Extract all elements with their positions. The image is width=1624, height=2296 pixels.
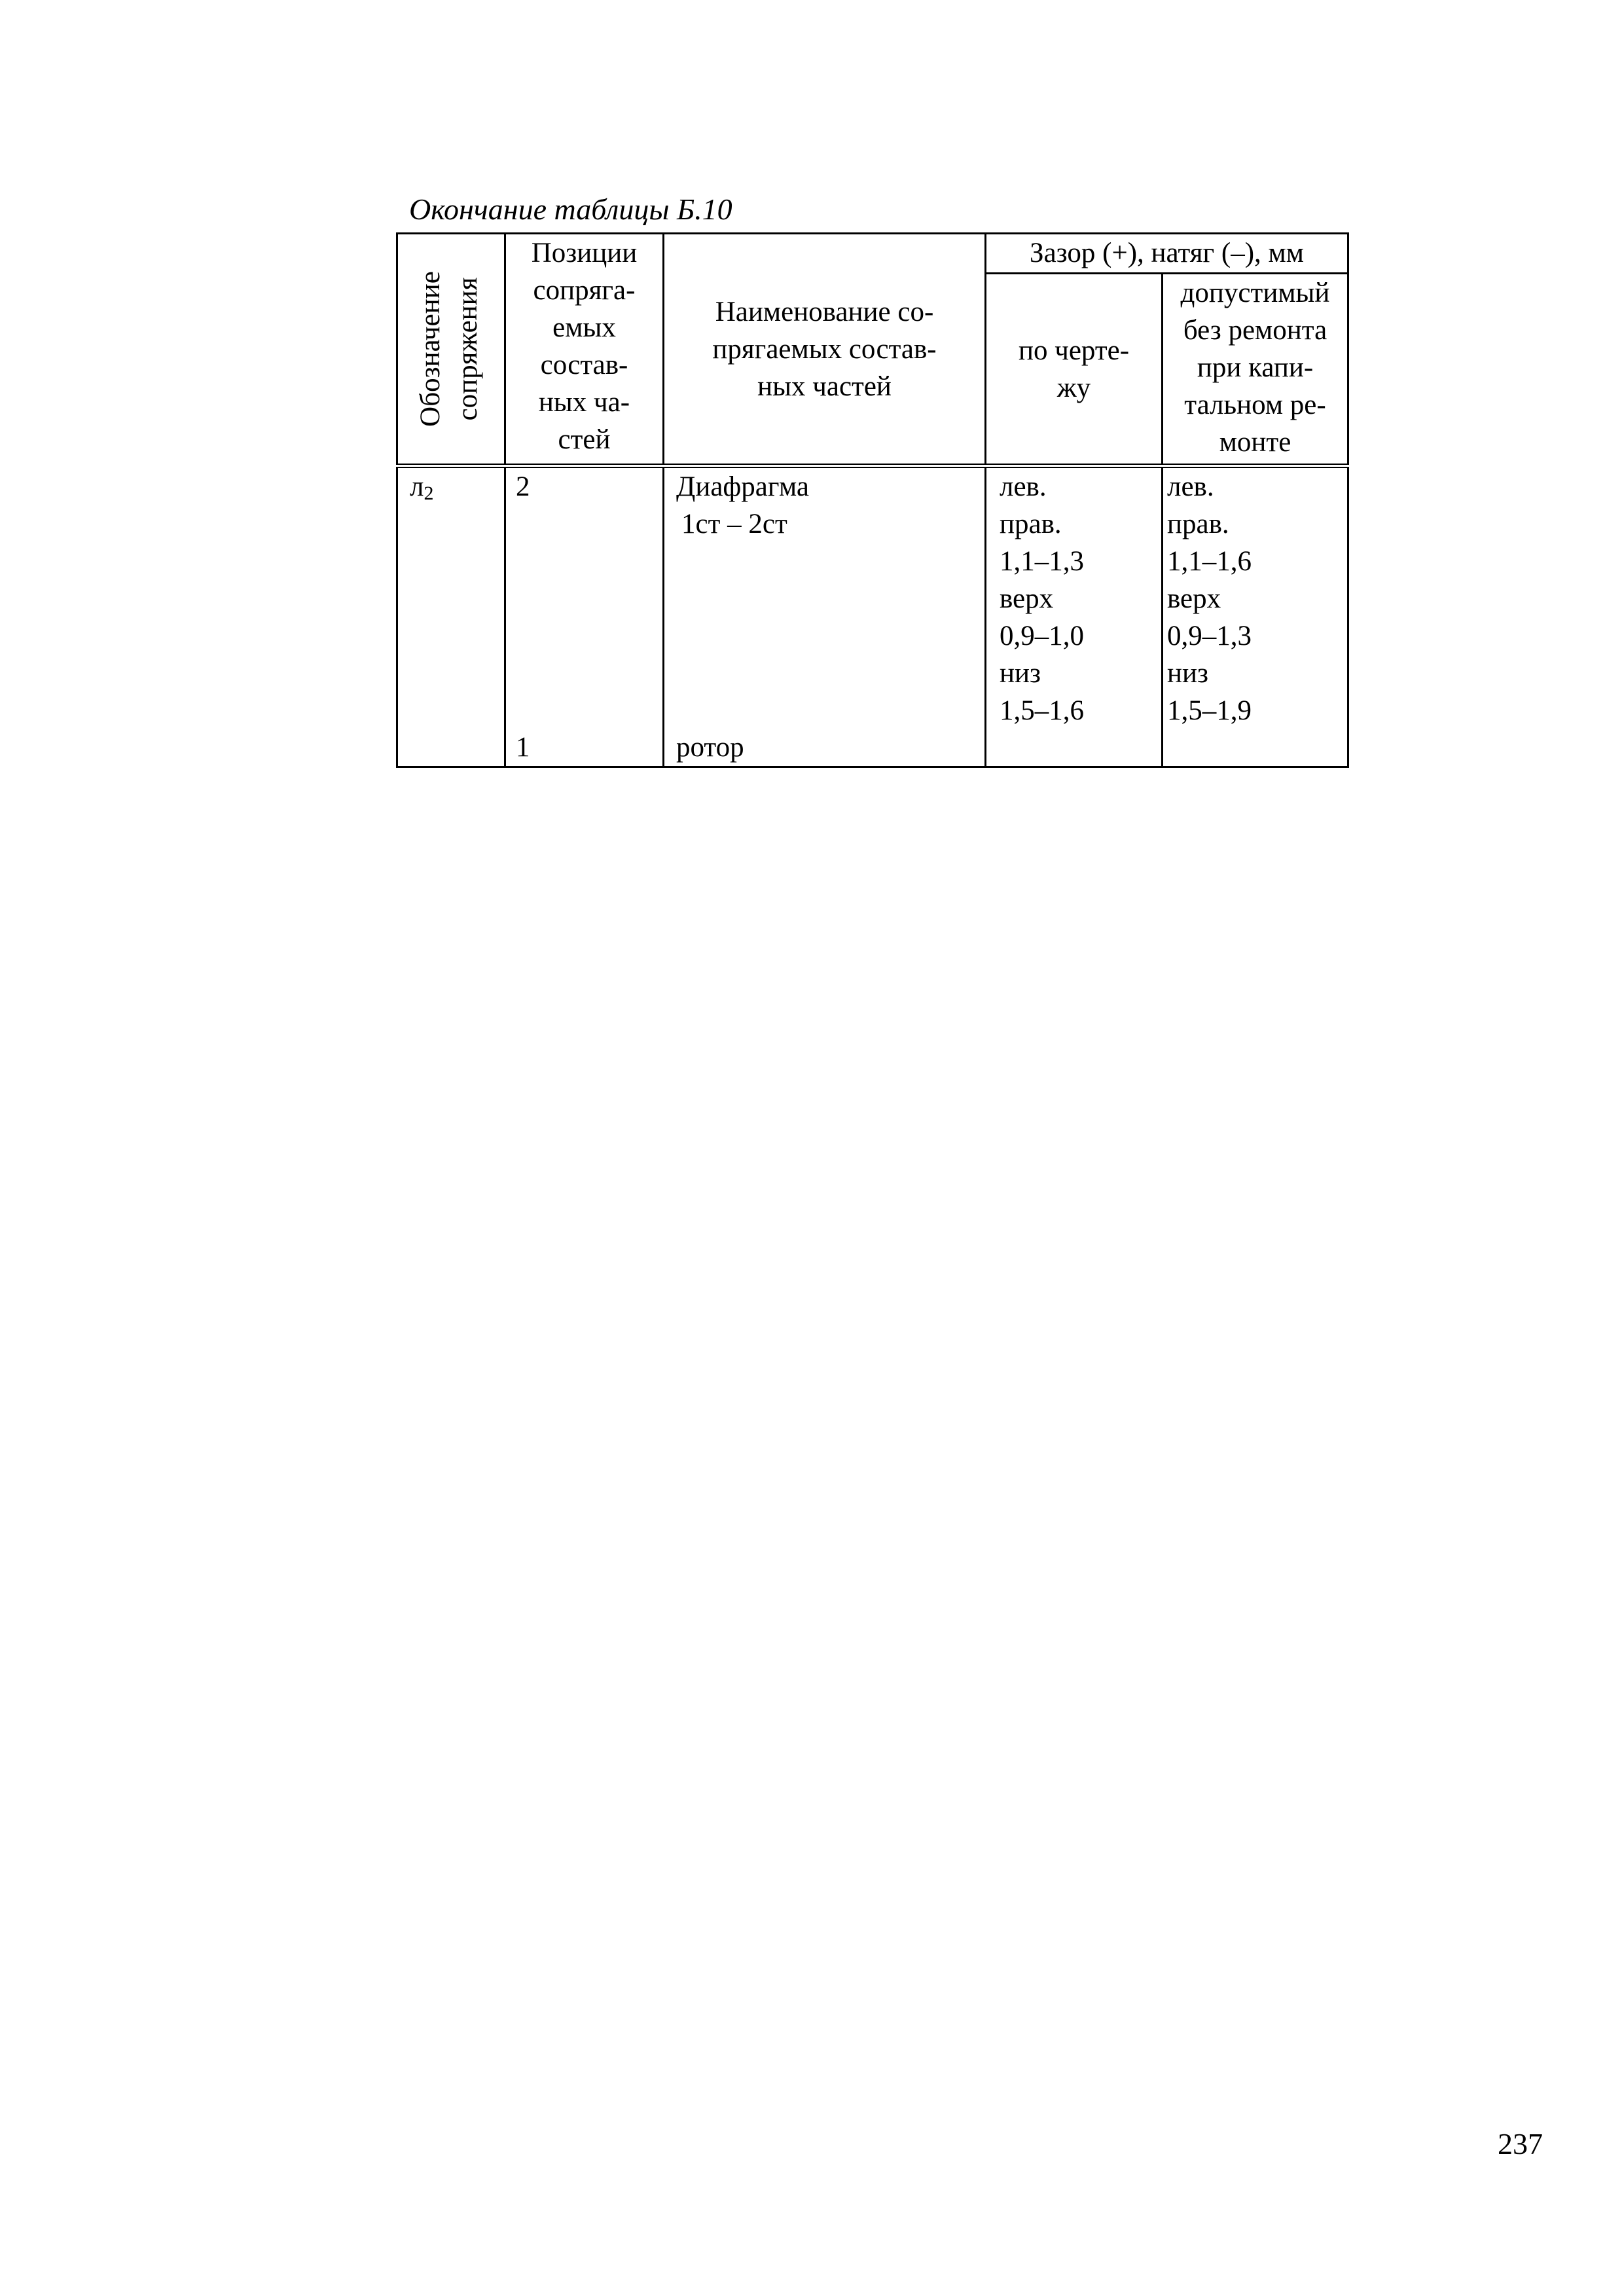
header-allowed-line-1: допустимый	[1180, 278, 1330, 308]
row-by-drawing-line-1: лев.	[1000, 471, 1047, 502]
header-allowed-line-3: при капи-	[1197, 352, 1314, 383]
header-positions-line-4: состав-	[540, 350, 628, 380]
row-part-name-bottom: ротор	[676, 732, 744, 763]
table-caption: Окончание таблицы Б.10	[409, 192, 732, 226]
header-designation-line-1: Обозначение	[415, 271, 446, 427]
header-allowed-line-4: тальном ре-	[1184, 390, 1326, 420]
header-positions-line-5: ных ча-	[538, 387, 630, 418]
header-positions	[505, 234, 664, 466]
header-gap-group: Зазор (+), натяг (–), мм	[986, 234, 1348, 274]
row-allowed	[1163, 466, 1348, 767]
header-allowed-line-2: без ремонта	[1183, 315, 1327, 346]
header-designation-line-2: сопряжения	[452, 277, 483, 421]
header-allowed	[1163, 274, 1348, 466]
header-allowed-line-5: монте	[1219, 427, 1291, 458]
header-positions-line-1: Позиции	[531, 238, 638, 268]
header-by-drawing-line-2: жу	[1056, 372, 1091, 403]
row-allowed-line-5: 0,9–1,3	[1167, 621, 1252, 651]
row-allowed-line-4: верх	[1167, 583, 1221, 614]
row-allowed-line-6: низ	[1167, 658, 1209, 689]
row-designation-subscript: 2	[424, 483, 434, 504]
header-name-line-1: Наименование со-	[715, 296, 934, 327]
header-name-line-3: ных частей	[757, 371, 892, 402]
row-allowed-line-2: прав.	[1167, 509, 1229, 539]
row-part-name	[664, 466, 986, 767]
page-number: 237	[1498, 2127, 1543, 2160]
header-by-drawing	[986, 274, 1163, 466]
table-row	[397, 466, 1348, 767]
row-by-drawing	[986, 466, 1163, 767]
row-part-name-line-2: 1ст – 2ст	[681, 509, 787, 539]
row-part-name-line-1: Диафрагма	[676, 471, 809, 502]
header-designation	[397, 234, 505, 466]
header-name	[664, 234, 986, 466]
row-allowed-line-1: лев.	[1167, 471, 1214, 502]
row-allowed-line-7: 1,5–1,9	[1167, 695, 1252, 726]
row-by-drawing-line-2: прав.	[1000, 509, 1062, 539]
row-by-drawing-line-7: 1,5–1,6	[1000, 695, 1084, 726]
row-by-drawing-line-5: 0,9–1,0	[1000, 621, 1084, 651]
header-positions-line-2: сопряга-	[533, 275, 636, 306]
row-allowed-line-3: 1,1–1,6	[1167, 546, 1252, 577]
header-positions-line-3: емых	[552, 312, 616, 343]
row-position-top: 2	[516, 471, 530, 502]
row-by-drawing-line-4: верх	[1000, 583, 1054, 614]
header-by-drawing-line-1: по черте-	[1018, 335, 1130, 366]
row-by-drawing-line-6: низ	[1000, 658, 1041, 689]
row-by-drawing-line-3: 1,1–1,3	[1000, 546, 1084, 577]
row-positions	[505, 466, 664, 767]
header-positions-line-6: стей	[558, 424, 611, 455]
mating-parts-table	[396, 232, 1349, 768]
row-designation-letter: л	[410, 471, 424, 502]
row-position-bottom: 1	[516, 732, 530, 763]
header-name-line-2: прягаемых состав-	[712, 333, 937, 365]
row-designation	[397, 466, 505, 767]
header-row-1	[397, 234, 1348, 274]
